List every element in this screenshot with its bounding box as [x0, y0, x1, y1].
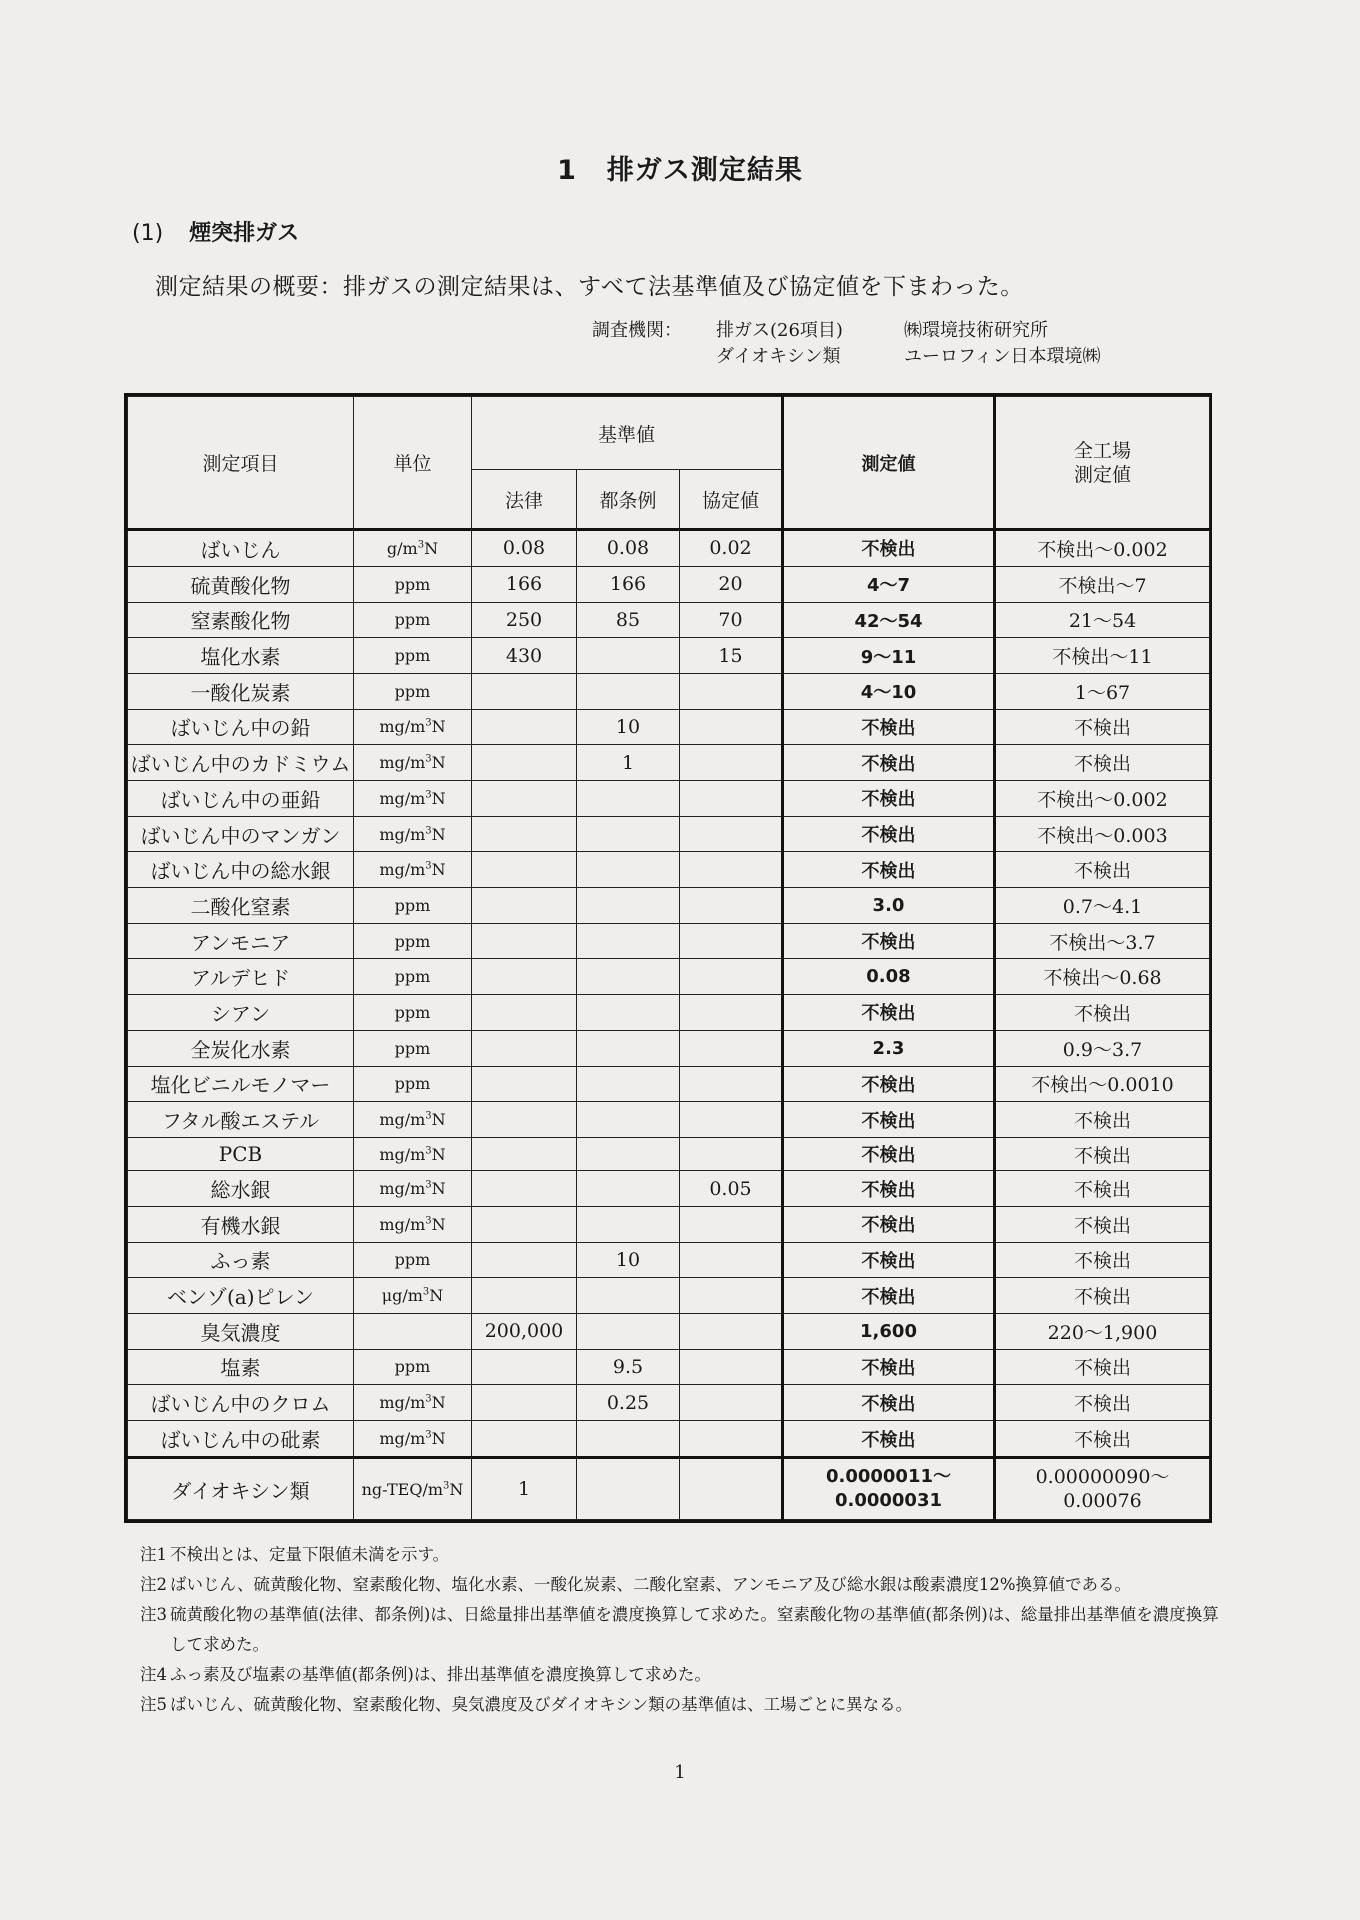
- row-law: [472, 995, 577, 1031]
- table-row: [128, 1458, 1210, 1520]
- row-ordinance: [577, 1137, 680, 1170]
- row-ordinance: [577, 1313, 680, 1349]
- section-text: 煙突排ガス: [189, 221, 300, 246]
- row-law: [472, 852, 577, 888]
- row-law: [472, 1349, 577, 1385]
- row-agreement: [680, 781, 783, 817]
- row-measured: 不検出: [783, 923, 995, 959]
- row-measured: 不検出: [783, 995, 995, 1031]
- header-agreement: 協定値: [680, 470, 783, 530]
- row-law: [472, 1137, 577, 1170]
- row-unit: $\mu g/m^3N$: [354, 1278, 472, 1314]
- row-measured: 不検出: [783, 745, 995, 781]
- row-agreement: [680, 852, 783, 888]
- agency-row: [592, 344, 1101, 370]
- row-agreement: [680, 745, 783, 781]
- row-ordinance: [577, 638, 680, 674]
- row-item: ばいじん: [128, 530, 354, 567]
- row-ordinance: 9.5: [577, 1349, 680, 1385]
- row-all-plants: 0.9～3.7: [995, 1030, 1210, 1066]
- row-unit: [354, 1313, 472, 1349]
- row-measured: 9～11: [783, 638, 995, 674]
- row-agreement: [680, 1137, 783, 1170]
- row-ordinance: [577, 816, 680, 852]
- row-law: [472, 888, 577, 924]
- row-item: ダイオキシン類: [128, 1458, 354, 1520]
- row-ordinance: 10: [577, 709, 680, 745]
- table-row: [128, 638, 1210, 674]
- row-agreement: [680, 1066, 783, 1102]
- row-unit: ppm: [354, 1066, 472, 1102]
- row-all-plants: 不検出: [995, 1385, 1210, 1421]
- row-law: [472, 673, 577, 709]
- row-agreement: [680, 816, 783, 852]
- row-ordinance: [577, 888, 680, 924]
- note-item: [140, 1540, 1220, 1570]
- row-item: シアン: [128, 995, 354, 1031]
- row-ordinance: [577, 1102, 680, 1138]
- row-law: 1: [472, 1458, 577, 1520]
- header-law: 法律: [472, 470, 577, 530]
- row-agreement: [680, 923, 783, 959]
- table-row: [128, 781, 1210, 817]
- row-ordinance: [577, 959, 680, 995]
- agency-org: ユーロフィン日本環境㈱: [904, 346, 1101, 367]
- row-agreement: [680, 709, 783, 745]
- note-label: 注5: [140, 1695, 167, 1714]
- row-unit: $mg/m^3N$: [354, 816, 472, 852]
- row-item: 有機水銀: [128, 1206, 354, 1242]
- row-measured: 不検出: [783, 1349, 995, 1385]
- row-unit: ppm: [354, 923, 472, 959]
- row-agreement: [680, 995, 783, 1031]
- row-law: [472, 709, 577, 745]
- row-law: [472, 1030, 577, 1066]
- row-measured: 不検出: [783, 816, 995, 852]
- note-item: [140, 1600, 1220, 1660]
- row-item: 塩化ビニルモノマー: [128, 1066, 354, 1102]
- row-all-plants: 不検出～0.002: [995, 781, 1210, 817]
- row-ordinance: [577, 781, 680, 817]
- row-unit: ppm: [354, 959, 472, 995]
- table-row: [128, 1421, 1210, 1458]
- table-row: [128, 1278, 1210, 1314]
- row-agreement: [680, 1242, 783, 1278]
- title-number: 1: [557, 155, 577, 186]
- row-item: ばいじん中の鉛: [128, 709, 354, 745]
- row-unit: ppm: [354, 638, 472, 674]
- note-text: ふっ素及び塩素の基準値(都条例)は、排出基準値を濃度換算して求めた。: [170, 1665, 711, 1684]
- table-row: [128, 888, 1210, 924]
- row-law: [472, 1102, 577, 1138]
- row-unit: ppm: [354, 888, 472, 924]
- note-label: 注1: [140, 1545, 167, 1564]
- table-row: [128, 1385, 1210, 1421]
- row-unit: $mg/m^3N$: [354, 745, 472, 781]
- row-agreement: [680, 1313, 783, 1349]
- row-law: [472, 1242, 577, 1278]
- row-agreement: 0.02: [680, 530, 783, 567]
- row-ordinance: [577, 1421, 680, 1458]
- agency-block: [592, 318, 1101, 370]
- row-measured: 0.0000011～ 0.0000031: [783, 1458, 995, 1520]
- note-text: 硫黄酸化物の基準値(法律、都条例)は、日総量排出基準値を濃度換算して求めた。窒素酸化物の基準値(都条例)は、総量排出基準値を濃度換算して求めた。: [170, 1605, 1219, 1654]
- agency-row: [592, 318, 1101, 344]
- row-law: [472, 1171, 577, 1207]
- row-law: [472, 1206, 577, 1242]
- row-item: 全炭化水素: [128, 1030, 354, 1066]
- row-agreement: [680, 1421, 783, 1458]
- row-unit: ppm: [354, 995, 472, 1031]
- note-label: 注4: [140, 1665, 167, 1684]
- row-all-plants: 220～1,900: [995, 1313, 1210, 1349]
- row-item: PCB: [128, 1137, 354, 1170]
- row-law: [472, 745, 577, 781]
- row-agreement: [680, 1349, 783, 1385]
- row-item: 塩素: [128, 1349, 354, 1385]
- row-law: [472, 1278, 577, 1314]
- row-unit: $mg/m^3N$: [354, 1385, 472, 1421]
- header-item: 測定項目: [128, 397, 354, 530]
- summary-text: 測定結果の概要：排ガスの測定結果は、すべて法基準値及び協定値を下まわった。: [155, 274, 1024, 300]
- row-all-plants: 0.7～4.1: [995, 888, 1210, 924]
- table-row: [128, 1313, 1210, 1349]
- row-all-plants: 不検出: [995, 995, 1210, 1031]
- section-heading: [132, 216, 299, 247]
- table-row: [128, 602, 1210, 638]
- row-law: [472, 816, 577, 852]
- row-measured: 不検出: [783, 1137, 995, 1170]
- row-measured: 3.0: [783, 888, 995, 924]
- row-unit: ppm: [354, 1242, 472, 1278]
- row-ordinance: 0.25: [577, 1385, 680, 1421]
- agency-label: 調査機関：: [592, 320, 682, 341]
- row-measured: 不検出: [783, 1102, 995, 1138]
- row-measured: 1,600: [783, 1313, 995, 1349]
- table-row: [128, 1030, 1210, 1066]
- row-all-plants: 不検出: [995, 1102, 1210, 1138]
- row-measured: 不検出: [783, 1278, 995, 1314]
- row-ordinance: [577, 852, 680, 888]
- row-item: 一酸化炭素: [128, 673, 354, 709]
- agency-org: ㈱環境技術研究所: [904, 320, 1048, 341]
- row-agreement: 15: [680, 638, 783, 674]
- row-measured: 不検出: [783, 1206, 995, 1242]
- row-item: ベンゾ(a)ピレン: [128, 1278, 354, 1314]
- table-row: [128, 530, 1210, 567]
- row-law: 250: [472, 602, 577, 638]
- row-measured: 4～10: [783, 673, 995, 709]
- row-ordinance: [577, 1030, 680, 1066]
- row-agreement: [680, 1030, 783, 1066]
- row-ordinance: 166: [577, 566, 680, 602]
- note-item: [140, 1690, 1220, 1720]
- row-law: [472, 1421, 577, 1458]
- note-text: ばいじん、硫黄酸化物、窒素酸化物、臭気濃度及びダイオキシン類の基準値は、工場ごとに異なる。: [170, 1695, 913, 1714]
- row-all-plants: 不検出: [995, 1349, 1210, 1385]
- title-text: 排ガス測定結果: [606, 155, 803, 186]
- note-item: [140, 1660, 1220, 1690]
- row-item: 総水銀: [128, 1171, 354, 1207]
- row-ordinance: [577, 1066, 680, 1102]
- row-law: 200,000: [472, 1313, 577, 1349]
- table-row: [128, 959, 1210, 995]
- row-measured: 不検出: [783, 1171, 995, 1207]
- table-row: [128, 1066, 1210, 1102]
- row-agreement: [680, 1102, 783, 1138]
- header-ordinance: 都条例: [577, 470, 680, 530]
- row-agreement: [680, 1385, 783, 1421]
- table-row: [128, 1242, 1210, 1278]
- row-unit: $mg/m^3N$: [354, 1102, 472, 1138]
- row-agreement: [680, 673, 783, 709]
- row-agreement: 70: [680, 602, 783, 638]
- row-all-plants: 不検出: [995, 1206, 1210, 1242]
- row-law: [472, 781, 577, 817]
- row-unit: $mg/m^3N$: [354, 781, 472, 817]
- table-row: [128, 852, 1210, 888]
- row-unit: $mg/m^3N$: [354, 709, 472, 745]
- row-item: アルデヒド: [128, 959, 354, 995]
- note-text: 不検出とは、定量下限値未満を示す。: [170, 1545, 450, 1564]
- row-unit: $mg/m^3N$: [354, 852, 472, 888]
- agency-item: ダイオキシン類: [716, 346, 841, 367]
- row-unit: $mg/m^3N$: [354, 1421, 472, 1458]
- header-all-plants: 全工場 測定値: [995, 397, 1210, 530]
- row-ordinance: [577, 1458, 680, 1520]
- table-row: [128, 745, 1210, 781]
- row-measured: 不検出: [783, 1242, 995, 1278]
- row-unit: $mg/m^3N$: [354, 1206, 472, 1242]
- row-measured: 4～7: [783, 566, 995, 602]
- results-table: [127, 396, 1210, 1520]
- row-item: ばいじん中の総水銀: [128, 852, 354, 888]
- row-measured: 不検出: [783, 781, 995, 817]
- row-all-plants: 不検出～11: [995, 638, 1210, 674]
- row-ordinance: 1: [577, 745, 680, 781]
- table-row: [128, 709, 1210, 745]
- row-law: [472, 1385, 577, 1421]
- row-unit: ppm: [354, 1349, 472, 1385]
- row-all-plants: 21～54: [995, 602, 1210, 638]
- table-row: [128, 816, 1210, 852]
- row-measured: 2.3: [783, 1030, 995, 1066]
- row-all-plants: 1～67: [995, 673, 1210, 709]
- row-item: 窒素酸化物: [128, 602, 354, 638]
- row-measured: 42～54: [783, 602, 995, 638]
- row-ordinance: [577, 1278, 680, 1314]
- row-all-plants: 不検出～0.0010: [995, 1066, 1210, 1102]
- note-item: [140, 1570, 1220, 1600]
- row-unit: $mg/m^3N$: [354, 1171, 472, 1207]
- notes: [140, 1540, 1220, 1720]
- row-ordinance: [577, 1206, 680, 1242]
- row-measured: 不検出: [783, 1421, 995, 1458]
- row-measured: 不検出: [783, 852, 995, 888]
- row-measured: 不検出: [783, 530, 995, 567]
- row-unit: ppm: [354, 602, 472, 638]
- row-agreement: [680, 1278, 783, 1314]
- row-law: 166: [472, 566, 577, 602]
- row-item: ふっ素: [128, 1242, 354, 1278]
- note-label: 注3: [140, 1605, 167, 1624]
- row-item: 硫黄酸化物: [128, 566, 354, 602]
- row-ordinance: [577, 673, 680, 709]
- row-item: 塩化水素: [128, 638, 354, 674]
- row-item: 臭気濃度: [128, 1313, 354, 1349]
- row-ordinance: 10: [577, 1242, 680, 1278]
- row-measured: 0.08: [783, 959, 995, 995]
- row-unit: ppm: [354, 1030, 472, 1066]
- row-unit: $ng-TEQ/m^3N$: [354, 1458, 472, 1520]
- row-all-plants: 不検出～0.68: [995, 959, 1210, 995]
- row-agreement: [680, 888, 783, 924]
- table-row: [128, 673, 1210, 709]
- header-standard: 基準値: [472, 397, 783, 470]
- agency-item: 排ガス(26項目): [716, 320, 843, 341]
- row-item: ばいじん中の砒素: [128, 1421, 354, 1458]
- row-item: ばいじん中のカドミウム: [128, 745, 354, 781]
- row-item: ばいじん中の亜鉛: [128, 781, 354, 817]
- row-all-plants: 不検出: [995, 1421, 1210, 1458]
- row-agreement: 0.05: [680, 1171, 783, 1207]
- table-row: [128, 1137, 1210, 1170]
- row-agreement: 20: [680, 566, 783, 602]
- row-all-plants: 不検出: [995, 1137, 1210, 1170]
- row-all-plants: 不検出～7: [995, 566, 1210, 602]
- row-ordinance: [577, 1171, 680, 1207]
- row-agreement: [680, 1458, 783, 1520]
- table-row: [128, 995, 1210, 1031]
- table-row: [128, 1102, 1210, 1138]
- row-agreement: [680, 1206, 783, 1242]
- row-law: [472, 1066, 577, 1102]
- row-all-plants: 不検出: [995, 709, 1210, 745]
- row-all-plants: 不検出～0.002: [995, 530, 1210, 567]
- row-item: ばいじん中のマンガン: [128, 816, 354, 852]
- row-measured: 不検出: [783, 709, 995, 745]
- note-text: ばいじん、硫黄酸化物、窒素酸化物、塩化水素、一酸化炭素、二酸化窒素、アンモニア及び総水銀は酸素濃度12%換算値である。: [170, 1575, 1132, 1594]
- row-law: [472, 923, 577, 959]
- row-item: ばいじん中のクロム: [128, 1385, 354, 1421]
- row-agreement: [680, 959, 783, 995]
- row-item: 二酸化窒素: [128, 888, 354, 924]
- row-item: フタル酸エステル: [128, 1102, 354, 1138]
- row-law: [472, 959, 577, 995]
- row-all-plants: 不検出: [995, 1242, 1210, 1278]
- row-all-plants: 不検出: [995, 1278, 1210, 1314]
- table-row: [128, 1171, 1210, 1207]
- row-law: 430: [472, 638, 577, 674]
- row-ordinance: 85: [577, 602, 680, 638]
- header-measured: 測定値: [783, 397, 995, 530]
- row-unit: $g/m^3N$: [354, 530, 472, 567]
- row-unit: ppm: [354, 566, 472, 602]
- page-number: 1: [674, 1762, 686, 1783]
- row-measured: 不検出: [783, 1385, 995, 1421]
- row-ordinance: [577, 923, 680, 959]
- section-number: (1): [132, 221, 164, 246]
- row-unit: ppm: [354, 673, 472, 709]
- table-row: [128, 1206, 1210, 1242]
- row-all-plants: 不検出～0.003: [995, 816, 1210, 852]
- page-title: [0, 148, 1360, 187]
- results-table-wrapper: [124, 393, 1212, 1523]
- row-all-plants: 不検出: [995, 852, 1210, 888]
- row-all-plants: 0.00000090～ 0.00076: [995, 1458, 1210, 1520]
- table-row: [128, 1349, 1210, 1385]
- header-unit: 単位: [354, 397, 472, 530]
- row-ordinance: [577, 995, 680, 1031]
- row-law: 0.08: [472, 530, 577, 567]
- table-row: [128, 566, 1210, 602]
- row-all-plants: 不検出～3.7: [995, 923, 1210, 959]
- row-measured: 不検出: [783, 1066, 995, 1102]
- row-all-plants: 不検出: [995, 745, 1210, 781]
- row-unit: $mg/m^3N$: [354, 1137, 472, 1170]
- table-row: [128, 923, 1210, 959]
- note-label: 注2: [140, 1575, 167, 1594]
- row-ordinance: 0.08: [577, 530, 680, 567]
- row-item: アンモニア: [128, 923, 354, 959]
- row-all-plants: 不検出: [995, 1171, 1210, 1207]
